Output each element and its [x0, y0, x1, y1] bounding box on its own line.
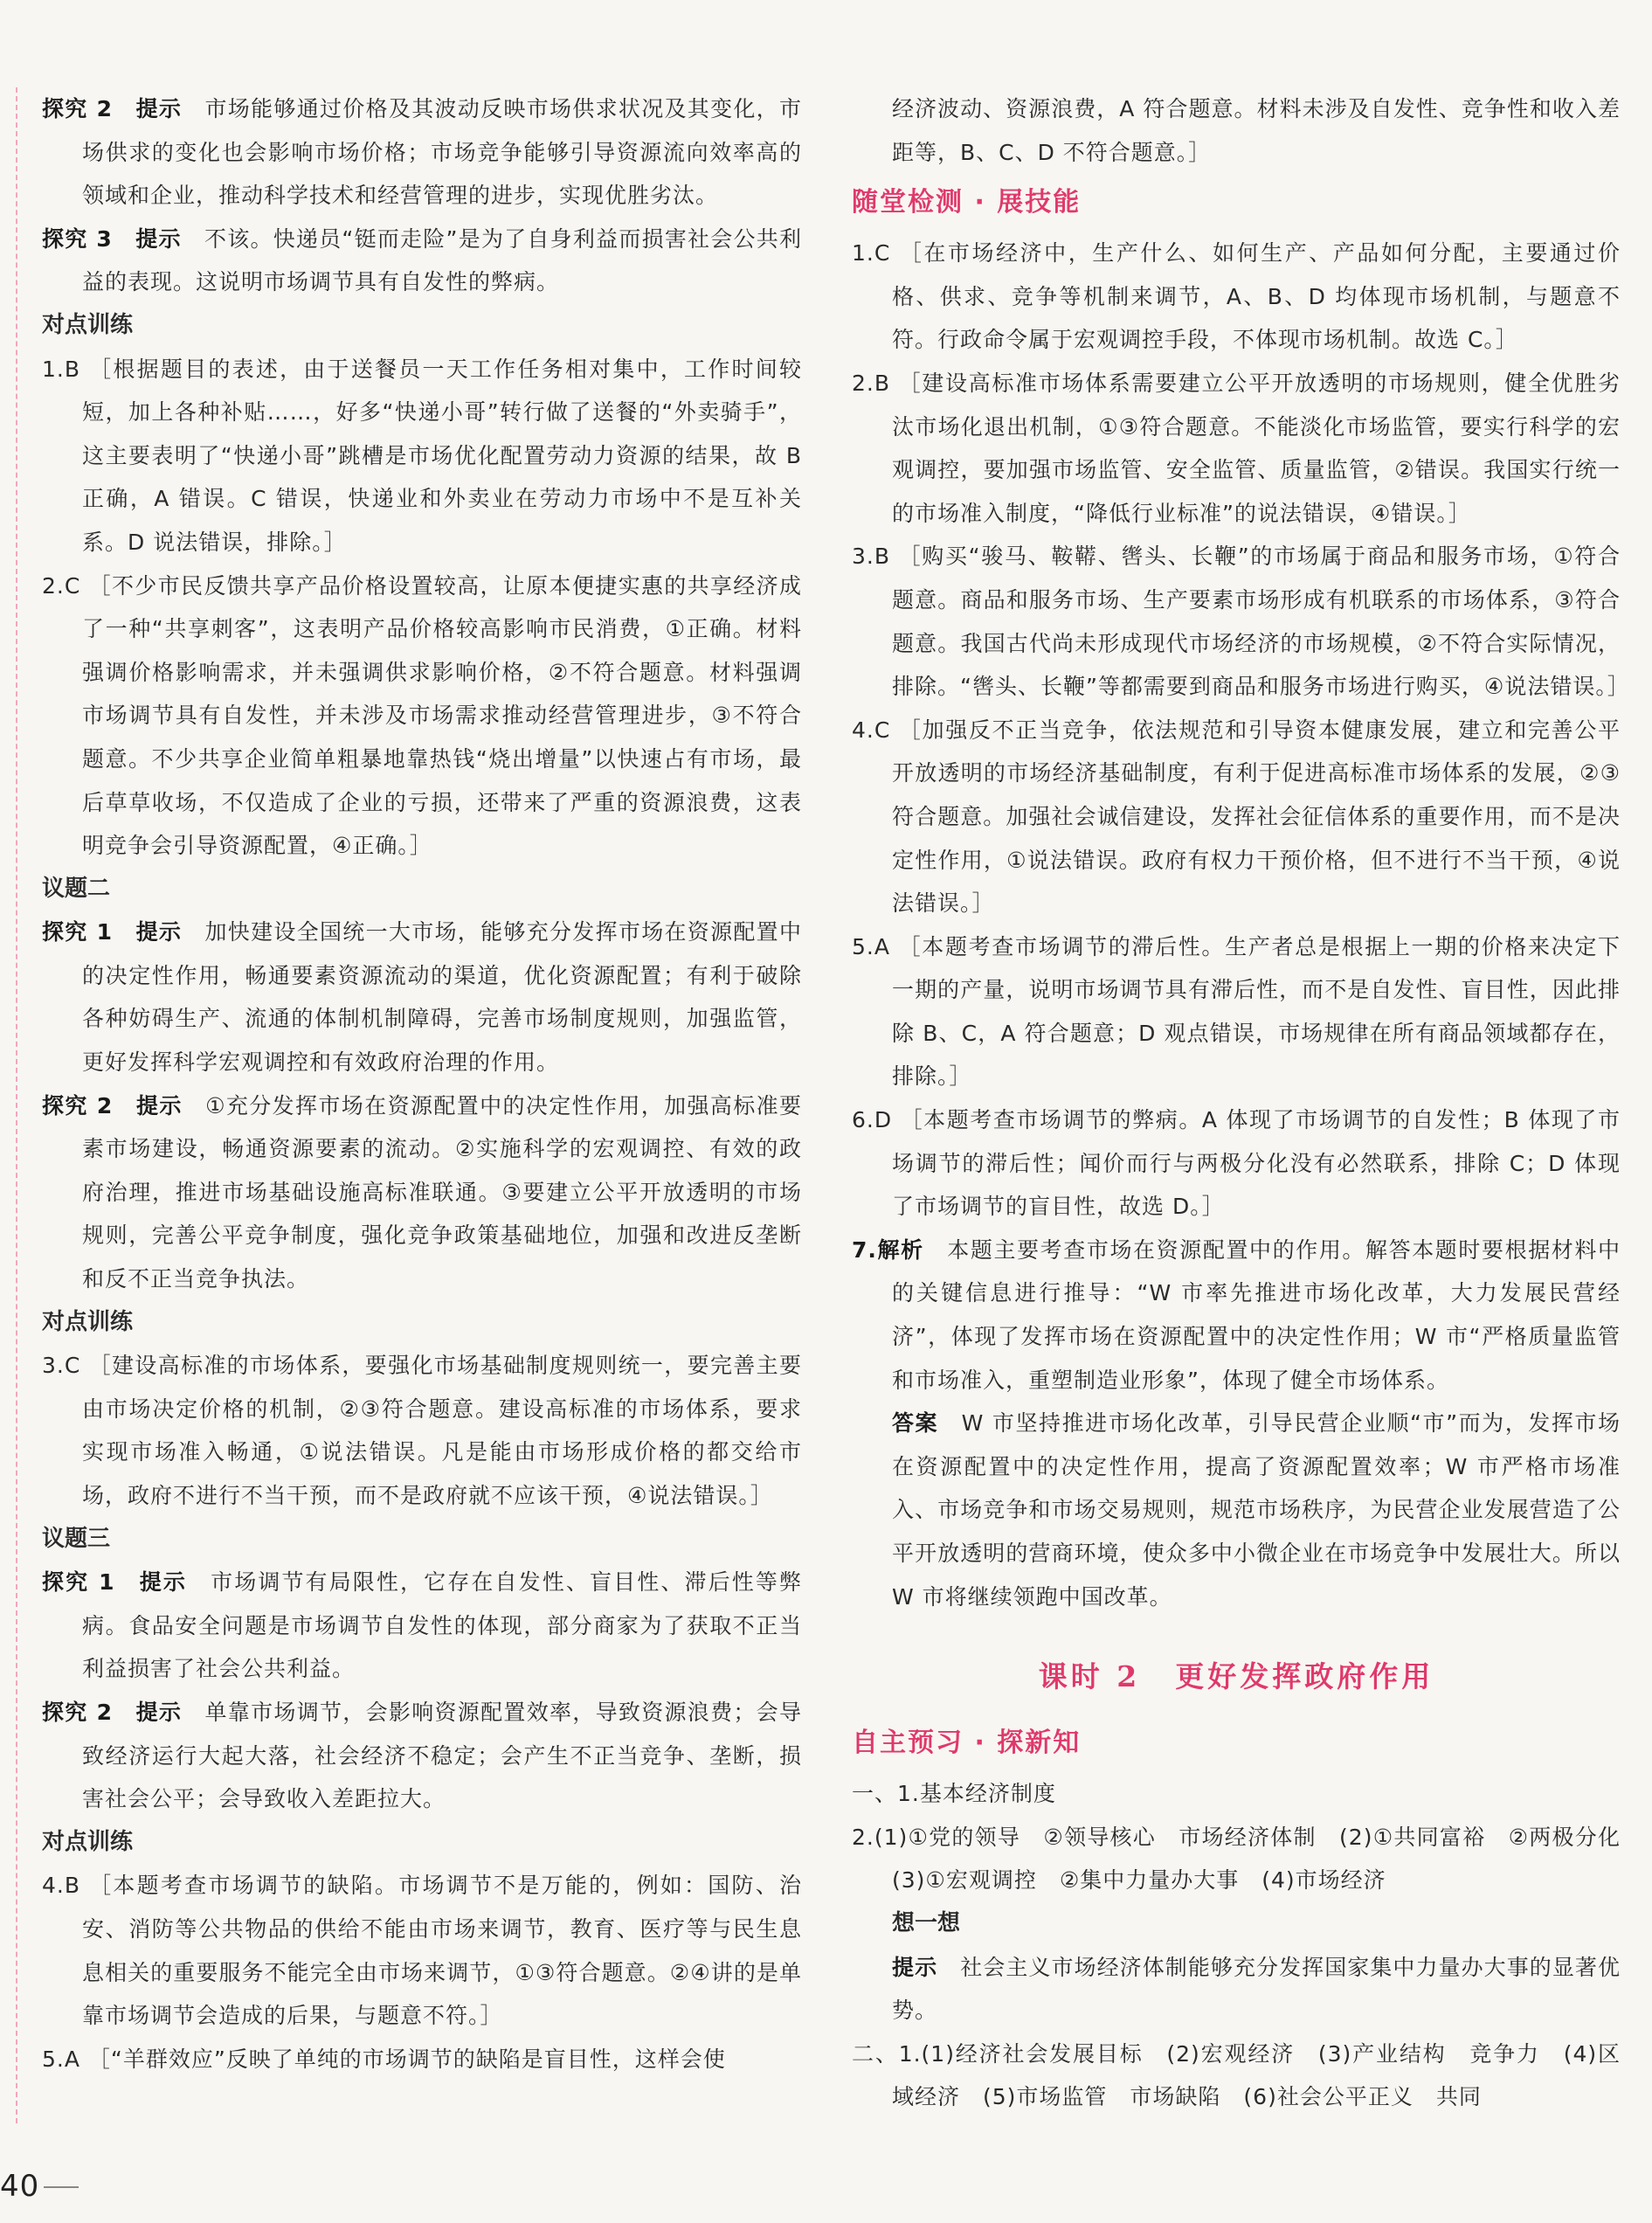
answer-2: 2.C ［不少市民反馈共享产品价格设置较高，让原本便捷实惠的共享经济成了一种“共享刺客”，这表明产品价格较高影响市民消费，①正确。材料强调价格影响需求，并未强调供求影响价格，②不符合题意。材料强调市场调节具有自发性，并未涉及市场需求推动经营管理进步，③不符合题意。不少共享企业简单粗暴地靠热钱“烧出增量”以快速占有市场，最后草草收场，不仅造成了企业的亏损，还带来了严重的资源浪费，这表明竞争会引导资源配置，④正确。］: [42, 572, 802, 859]
practice-heading: 对点训练: [42, 311, 134, 338]
check-answer-5: 5.A ［本题考查市场调节的滞后性。生产者总是根据上一期的价格来决定下一期的产量，说明市场调节具有滞后性，而不是自发性、盲目性，因此排除 B、C，A 符合题意；D 观点错误，市场规律在所有商品领域都存在，排除。］: [852, 933, 1621, 1090]
think-heading: 想一想: [892, 1909, 961, 1936]
answer-5-start: 5.A ［“羊群效应”反映了单纯的市场调节的缺陷是盲目性，这样会使: [42, 2046, 726, 2072]
answer-5-continued: 经济波动、资源浪费，A 符合题意。材料未涉及自发性、竞争性和收入差距等，B、C、D 不符合题意。］: [892, 96, 1621, 165]
check-answer-3: 3.B ［购买“骏马、鞍鞯、辔头、长鞭”的市场属于商品和服务市场，①符合题意。商品和服务市场、生产要素市场形成有机联系的市场体系，③符合题意。我国古代尚未形成现代市场经济的市场规模，②不符合实际情况，排除。“辔头、长鞭”等都需要到商品和服务市场进行购买，④说法错误。］: [852, 544, 1630, 700]
right-column: [852, 87, 1644, 2119]
explore-3-hint: 探究 3 提示 不该。快递员“铤而走险”是为了自身利益而损害社会公共利益的表现。这说明市场调节具有自发性的弊病。: [42, 225, 802, 295]
topic2-explore-2-hint: 探究 2 提示 ①充分发挥市场在资源配置中的决定性作用，加强高标准要素市场建设，畅通资源要素的流动。②实施科学的宏观调控、有效的政府治理，推进市场基础设施高标准联通。③要建立公平开放透明的市场规则，完善公平竞争制度，强化竞争政策基础地位，加强和改进反垄断和反不正当竞争执法。: [42, 1092, 802, 1292]
topic2-explore-1-hint: 探究 1 提示 加快建设全国统一大市场，能够充分发挥市场在资源配置中的决定性作用，畅通要素资源流动的渠道，优化资源配置；有利于破除各种妨碍生产、流通的体制机制障碍，完善市场制度规则，加强监管，更好发挥科学宏观调控和有效政府治理的作用。: [42, 919, 802, 1076]
explore-2-hint: 探究 2 提示 市场能够通过价格及其波动反映市场供求状况及其变化，市场供求的变化也会影响市场价格；市场竞争能够引导资源流向效率高的领域和企业，推动科学技术和经营管理的进步，实现优胜劣汰。: [42, 96, 802, 209]
preview-item-3: 二、1.(1)经济社会发展目标 (2)宏观经济 (3)产业结构 竞争力 (4)区域经济 (5)市场监管 市场缺陷 (6)社会公平正义 共同: [852, 2040, 1621, 2110]
check-answer-7-analysis: 7.解析 本题主要考查市场在资源配置中的作用。解答本题时要根据材料中的关键信息进行推导：“W 市率先推进市场化改革，大力发展民营经济”，体现了发挥市场在资源配置中的决定性作用；W 市“严格质量监管和市场准入，重塑制造业形象”，体现了健全市场体系。: [852, 1236, 1621, 1393]
left-margin-border: [16, 87, 17, 2123]
section-heading-class-check: 随堂检测 · 展技能: [852, 187, 1082, 218]
answer-3: 3.C ［建设高标准的市场体系，要强化市场基础制度规则统一，要完善主要由市场决定价格的机制，②③符合题意。建设高标准的市场体系，要求实现市场准入畅通，①说法错误。凡是能由市场形成价格的都交给市场，政府不进行不当干预，而不是政府就不应该干预，④说法错误。］: [42, 1353, 802, 1508]
topic3-explore-1-hint: 探究 1 提示 市场调节有局限性，它存在自发性、盲目性、滞后性等弊病。食品安全问题是市场调节自发性的体现，部分商家为了获取不正当利益损害了社会公共利益。: [42, 1569, 802, 1682]
topic3-explore-2-hint: 探究 2 提示 单靠市场调节，会影响资源配置效率，导致资源浪费；会导致经济运行大起大落，社会经济不稳定；会产生不正当竞争、垄断，损害社会公平；会导致收入差距拉大。: [42, 1699, 802, 1812]
check-answer-6: 6.D ［本题考查市场调节的弊病。A 体现了市场调节的自发性；B 体现了市场调节的滞后性；闻价而行与两极分化没有必然联系，排除 C；D 体现了市场调节的盲目性，故选 D。］: [852, 1107, 1621, 1220]
check-answer-7-answer: 答案 W 市坚持推进市场化改革，引导民营企业顺“市”而为，发挥市场在资源配置中的决定性作用，提高了资源配置效率；W 市严格市场准入、市场竞争和市场交易规则，规范市场秩序，为民营企业发展营造了公平开放透明的营商环境，使众多中小微企业在市场竞争中发展壮大。所以 W 市将继续领跑中国改革。: [892, 1410, 1621, 1610]
think-hint: 提示 社会主义市场经济体制能够充分发挥国家集中力量办大事的显著优势。: [892, 1954, 1621, 2024]
practice-heading: 对点训练: [42, 1828, 134, 1855]
answer-1: 1.B ［根据题目的表述，由于送餐员一天工作任务相对集中，工作时间较短，加上各种补贴……，好多“快递小哥”转行做了送餐的“外卖骑手”，这主要表明了“快递小哥”跳槽是市场优化配置劳动力资源的结果，故 B 正确，A 错误。C 错误，快递业和外卖业在劳动力市场中不是互补关系。D 说法错误，排除。］: [42, 356, 802, 555]
topic-2-heading: 议题二: [42, 875, 111, 902]
answer-4: 4.B ［本题考查市场调节的缺陷。市场调节不是万能的，例如：国防、治安、消防等公共物品的供给不能由市场来调节，教育、医疗等与民生息息相关的重要服务不能完全由市场来调节，①③符合题意。②④讲的是单靠市场调节会造成的后果，与题意不符。］: [42, 1873, 802, 2029]
section-heading-preview: 自主预习 · 探新知: [852, 1728, 1082, 1759]
topic-3-heading: 议题三: [42, 1525, 111, 1552]
left-column: [42, 87, 802, 2081]
check-answer-1: 1.C ［在市场经济中，生产什么、如何生产、产品如何分配，主要通过价格、供求、竞争等机制来调节，A、B、D 均体现市场机制，与题意不符。行政命令属于宏观调控手段，不体现市场机制。故选 C。］: [852, 240, 1621, 353]
check-answer-2: 2.B ［建设高标准市场体系需要建立公平开放透明的市场规则，健全优胜劣汰市场化退出机制，①③符合题意。不能淡化市场监管，要实行科学的宏观调控，要加强市场监管、安全监管、质量监管，②错误。我国实行统一的市场准入制度，“降低行业标准”的说法错误，④错误。］: [852, 370, 1621, 526]
preview-item-1: 一、1.基本经济制度: [852, 1781, 1056, 1807]
practice-heading: 对点训练: [42, 1308, 134, 1335]
footer-rule: [44, 2186, 79, 2188]
lesson-title: 课时 2 更好发挥政府作用: [1038, 1659, 1434, 1694]
check-answer-4: 4.C ［加强反不正当竞争，依法规范和引导资本健康发展，建立和完善公平开放透明的市场经济基础制度，有利于促进高标准市场体系的发展，②③符合题意。加强社会诚信建设，发挥社会征信体系的重要作用，而不是决定性作用，①说法错误。政府有权力干预价格，但不进行不当干预，④说法错误。］: [852, 717, 1621, 917]
preview-item-2: 2.(1)①党的领导 ②领导核心 市场经济体制 (2)①共同富裕 ②两极分化 (3)①宏观调控 ②集中力量办大事 (4)市场经济: [852, 1824, 1644, 1894]
page-number: 40: [0, 2169, 40, 2204]
